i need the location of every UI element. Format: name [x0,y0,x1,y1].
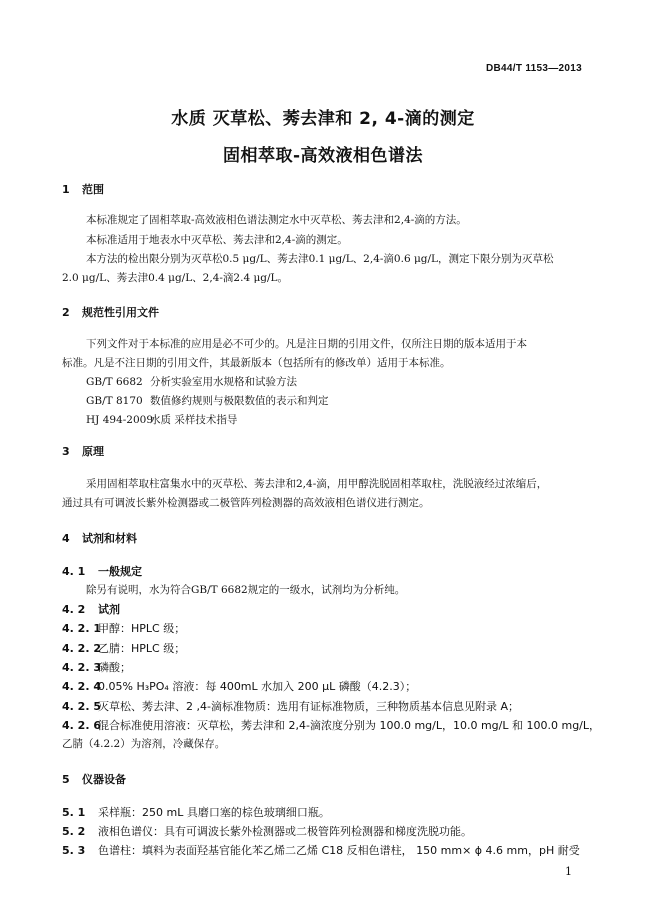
section-number: 2 [62,306,70,319]
clause-title: 一般规定 [98,565,142,578]
clause-text: 乙腈：HPLC 级； [98,642,186,655]
paragraph-continuation: 乙腈（4.2.2）为溶剂，冷藏保存。 [62,738,226,750]
paragraph: 除另有说明，水为符合GB/T 6682规定的一级水，试剂均为分析纯。 [86,584,406,596]
clause-text: 混合标准使用溶液：灭草松，莠去津和 2,4-滴浓度分别为 100.0 mg/L，10.0 mg/L 和 100.0 mg/L， [98,719,601,732]
paragraph: 采用固相萃取柱富集水中的灭草松、莠去津和2,4-滴，用甲醇洗脱固相萃取柱，洗脱液经过浓缩后， [86,478,548,490]
clause-number: 4. 2. 3 [62,661,101,674]
document-title-line2: 固相萃取-高效液相色谱法 [222,146,424,166]
clause-number: 4. 1 [62,565,86,578]
reference-item [86,374,297,389]
section-number: 3 [62,445,70,458]
paragraph-continuation: 通过具有可调波长紫外检测器或二极管阵列检测器的高效液相色谱仪进行测定。 [62,497,430,509]
clause-item [62,678,416,694]
clause-item [62,698,519,714]
clause-heading [62,601,120,617]
clause-number: 4. 2. 1 [62,622,101,635]
clause-number: 4. 2 [62,603,86,616]
clause-item [62,842,580,858]
reference-code: GB/T 6682 [86,376,143,388]
section-title: 原理 [82,445,104,458]
clause-number: 5. 1 [62,806,86,819]
clause-item [62,823,472,839]
clause-number: 4. 2. 2 [62,642,101,655]
paragraph-continuation: 2.0 μg/L、莠去津0.4 μg/L、2,4-滴2.4 μg/L。 [62,272,289,284]
clause-title: 试剂 [98,603,120,616]
section-title: 试剂和材料 [82,532,137,545]
clause-text: 灭草松、莠去津、2 ,4-滴标准物质：选用有证标准物质，三种物质基本信息见附录 A； [98,700,519,713]
section-heading-scope [62,181,104,197]
section-heading-normative-references [62,304,159,320]
clause-item [62,659,131,675]
section-number: 4 [62,532,70,545]
clause-item [62,717,600,733]
paragraph-continuation: 标准。凡是不注日期的引用文件，其最新版本（包括所有的修改单）适用于本标准。 [62,357,451,369]
standard-code: DB44/T 1153—2013 [486,63,582,74]
section-title: 规范性引用文件 [82,306,159,319]
clause-text: 采样瓶：250 mL 具磨口塞的棕色玻璃细口瓶。 [98,806,330,819]
section-heading-principle [62,443,104,459]
clause-item [62,620,185,636]
reference-title: 分析实验室用水规格和试验方法 [150,376,297,388]
paragraph: 本标准规定了固相萃取-高效液相色谱法测定水中灭草松、莠去津和2,4-滴的方法。 [86,214,467,226]
clause-number: 5. 3 [62,844,86,857]
reference-item [86,412,237,427]
section-heading-apparatus [62,771,126,787]
clause-text: 色谱柱：填料为表面羟基官能化苯乙烯二乙烯 C18 反相色谱柱， 150 mm× ϕ 4.6 mm，pH 耐受 [98,844,580,857]
clause-text: 液相色谱仪：具有可调波长紫外检测器或二极管阵列检测器和梯度洗脱功能。 [98,825,472,838]
paragraph: 下列文件对于本标准的应用是必不可少的。凡是注日期的引用文件，仅所注日期的版本适用于本 [86,338,527,350]
clause-text: 甲醇：HPLC 级； [98,622,186,635]
clause-number: 4. 2. 4 [62,680,101,693]
reference-title: 水质 采样技术指导 [150,414,238,426]
clause-number: 5. 2 [62,825,86,838]
clause-text: 0.05% H₃PO₄ 溶液：每 400mL 水加入 200 μL 磷酸（4.2.3）； [98,680,417,693]
section-title: 范围 [82,183,104,196]
section-heading-reagents [62,530,137,546]
clause-item [62,804,330,820]
section-number: 5 [62,773,70,786]
clause-number: 4. 2. 6 [62,719,101,732]
section-number: 1 [62,183,70,196]
section-title: 仪器设备 [82,773,126,786]
reference-title: 数值修约规则与极限数值的表示和判定 [150,395,329,407]
reference-code: HJ 494-2009 [86,414,154,426]
clause-heading [62,563,142,579]
reference-code: GB/T 8170 [86,395,143,407]
clause-item [62,640,185,656]
paragraph: 本标准适用于地表水中灭草松、莠去津和2,4-滴的测定。 [86,234,348,246]
document-title-line1: 水质 灭草松、莠去津和 2, 4-滴的测定 [171,109,475,129]
page-number: 1 [565,865,572,878]
reference-item [86,393,329,408]
clause-number: 4. 2. 5 [62,700,101,713]
paragraph: 本方法的检出限分别为灭草松0.5 μg/L、莠去津0.1 μg/L、2,4-滴0.6 μg/L，测定下限分别为灭草松 [86,253,554,265]
clause-text: 磷酸； [98,661,131,674]
